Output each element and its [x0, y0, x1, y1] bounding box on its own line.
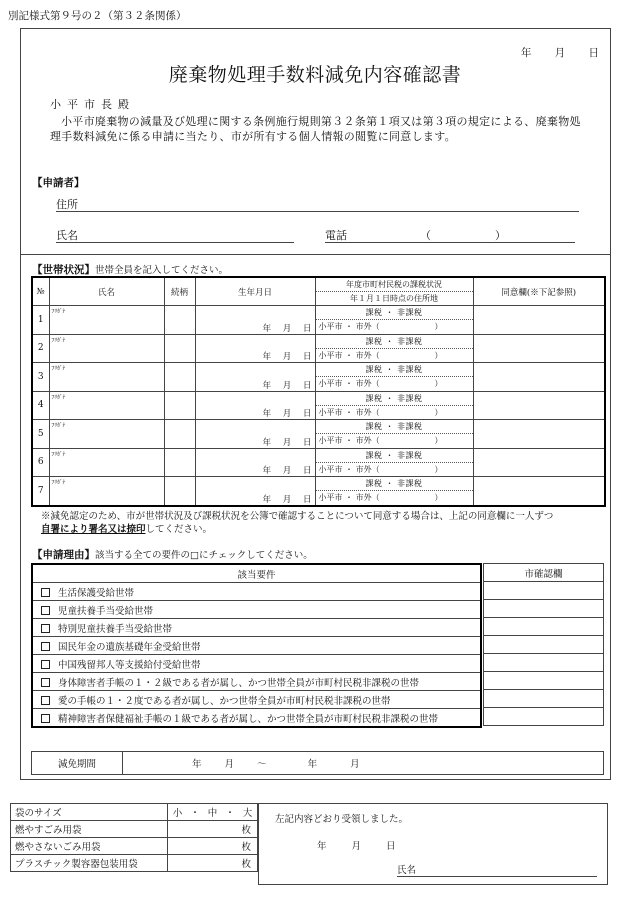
period-table	[31, 751, 604, 775]
dob-cell[interactable]: 年 月 日	[195, 391, 315, 420]
tax-cell[interactable]	[315, 448, 473, 477]
name-label: 氏名	[56, 229, 78, 242]
checkbox[interactable]	[41, 678, 50, 687]
period-label: 減免期間	[32, 752, 123, 775]
tax-header-top: 年度市町村民税の課税状況	[316, 278, 473, 292]
reason-label: 身体障害者手帳の１・２級である者が属し、かつ世帯全員が市町村民税非課税の世帯	[58, 677, 420, 689]
reason-label: 生活保護受給世帯	[58, 587, 135, 599]
dob-cell[interactable]: 年 月 日	[195, 363, 315, 392]
reason-label: 特別児童扶養手当受給世帯	[58, 623, 173, 635]
phone-field[interactable]	[325, 227, 575, 243]
confirm-table	[483, 563, 604, 726]
checkbox[interactable]	[41, 660, 50, 669]
col-dob: 生年月日	[195, 277, 315, 306]
address-status: 小平市 ・ 市外（ ）	[318, 436, 443, 445]
tax-header-bottom: 年１月１日時点の住所地	[350, 294, 438, 303]
bag-type: 燃やさないごみ用袋	[11, 838, 168, 855]
consent-cell[interactable]	[473, 477, 605, 506]
tax-cell[interactable]	[315, 306, 473, 335]
period-to: 年 月	[307, 759, 360, 770]
reason-item[interactable]	[32, 691, 481, 709]
tax-cell[interactable]	[315, 391, 473, 420]
checkbox[interactable]	[41, 606, 50, 615]
dob-cell[interactable]: 年 月 日	[195, 420, 315, 449]
reason-item[interactable]	[32, 673, 481, 691]
kana-label: ﾌﾘｶﾞﾅ	[51, 394, 66, 401]
address-status: 小平市 ・ 市外（ ）	[318, 379, 443, 388]
address-status: 小平市 ・ 市外（ ）	[318, 493, 443, 502]
kana-label: ﾌﾘｶﾞﾅ	[51, 309, 66, 315]
dob-cell[interactable]: 年 月 日	[195, 306, 315, 335]
tax-status: 課税 ・ 非課税	[316, 306, 473, 320]
tax-cell[interactable]	[315, 363, 473, 392]
address-label: 住所	[56, 198, 78, 211]
receipt-date[interactable]: 年 月 日	[317, 841, 396, 852]
col-relation: 続柄	[164, 277, 195, 306]
household-header-row	[32, 277, 605, 306]
reason-item[interactable]	[32, 619, 481, 637]
bag-unit: 枚	[241, 859, 251, 870]
household-row	[32, 363, 605, 392]
dob-cell[interactable]: 年 月 日	[195, 334, 315, 363]
kana-label: ﾌﾘｶﾞﾅ	[51, 366, 66, 372]
period-value[interactable]	[123, 752, 604, 775]
receipt-box	[258, 803, 608, 885]
consent-note: ※減免認定のため、市が世帯状況及び課税状況を公簿で確認することについて同意する場合は、上記の同意欄に一人ずつ 自署により署名又は捺印してください。	[41, 511, 554, 535]
row-number: 3	[32, 363, 49, 392]
row-number: 6	[32, 448, 49, 477]
tax-status: 課税 ・ 非課税	[316, 363, 473, 377]
receipt-name-field[interactable]	[397, 862, 597, 877]
consent-cell[interactable]	[473, 363, 605, 392]
receipt-name-label: 氏名	[397, 865, 417, 876]
consent-cell[interactable]	[473, 391, 605, 420]
consent-cell[interactable]	[473, 420, 605, 449]
reasons-column-header: 該当要件	[32, 564, 481, 583]
row-number: 7	[32, 477, 49, 506]
relation-cell[interactable]	[164, 448, 195, 477]
phone-label: 電話	[325, 229, 347, 242]
reasons-table	[31, 563, 482, 728]
bag-count[interactable]	[168, 855, 258, 872]
reason-row	[32, 709, 481, 728]
household-row	[32, 420, 605, 449]
confirm-cell[interactable]	[484, 690, 604, 708]
relation-cell[interactable]	[164, 334, 195, 363]
bag-row	[11, 821, 258, 838]
reason-row	[32, 673, 481, 691]
col-name: 氏名	[49, 277, 164, 306]
consent-note-bold: 自署により署名又は捺印	[41, 524, 146, 535]
bag-count[interactable]	[168, 821, 258, 838]
address-status: 小平市 ・ 市外（ ）	[318, 322, 443, 331]
reason-row	[32, 619, 481, 637]
reason-row	[32, 601, 481, 619]
household-note: 世帯全員を記入してください。	[95, 265, 229, 276]
address-field[interactable]	[56, 196, 579, 212]
name-cell[interactable]	[49, 448, 164, 477]
dob-cell[interactable]: 年 月 日	[195, 477, 315, 506]
name-cell[interactable]	[49, 334, 164, 363]
name-cell[interactable]	[49, 306, 164, 335]
reason-row	[32, 691, 481, 709]
confirm-cell[interactable]	[484, 618, 604, 636]
phone-open-paren: （	[420, 229, 431, 242]
date-line[interactable]: 年 月 日	[520, 47, 600, 59]
tax-cell[interactable]	[315, 420, 473, 449]
row-number: 5	[32, 420, 49, 449]
relation-cell[interactable]	[164, 420, 195, 449]
col-tax-status	[315, 277, 473, 306]
reason-row	[32, 655, 481, 673]
reason-item[interactable]	[32, 601, 481, 619]
checkbox[interactable]	[41, 714, 50, 723]
phone-close-paren: ）	[495, 229, 506, 242]
household-row	[32, 448, 605, 477]
consent-cell[interactable]	[473, 334, 605, 363]
tax-cell[interactable]	[315, 334, 473, 363]
confirm-column-header: 市確認欄	[484, 564, 604, 582]
address-status: 小平市 ・ 市外（ ）	[318, 464, 443, 474]
reason-label: 国民年金の遺族基礎年金受給世帯	[58, 641, 201, 653]
checkbox[interactable]	[41, 588, 50, 597]
tax-status: 課税 ・ 非課税	[316, 420, 473, 434]
form-label: 別記様式第９号の２（第３２条関係）	[8, 10, 187, 22]
bags-table	[10, 803, 258, 872]
document-title: 廃棄物処理手数料減免内容確認書	[168, 64, 462, 86]
bag-unit: 枚	[241, 825, 251, 836]
name-cell[interactable]	[49, 391, 164, 420]
reason-label: 児童扶養手当受給世帯	[58, 605, 154, 617]
reason-label: 中国残留邦人等支援給付受給世帯	[58, 659, 201, 671]
intro-text: 小平市廃棄物の減量及び処理に関する条例施行規則第３２条第１項又は第３項の規定による、廃棄物処理手数料減免に係る申請に当たり、市が所有する個人情報の閲覧に同意します。	[50, 115, 581, 143]
row-number: 1	[32, 306, 49, 335]
dob-cell[interactable]: 年 月 日	[195, 448, 315, 477]
reason-item[interactable]	[32, 709, 481, 728]
address-status: 小平市 ・ 市外（ ）	[318, 407, 443, 417]
row-number: 4	[32, 391, 49, 420]
reasons-heading: 【申請理由】該当する全ての要件の□にチェックしてください。	[32, 549, 313, 561]
reason-label: 愛の手帳の１・２度である者が属し、かつ世帯全員が市町村民税非課税の世帯	[58, 695, 391, 707]
section-divider	[20, 254, 611, 255]
reason-item[interactable]	[32, 637, 481, 655]
reason-label: 精神障害者保健福祉手帳の１級である者が属し、かつ世帯全員が市町村民税非課税の世帯	[58, 713, 439, 725]
row-number: 2	[32, 334, 49, 363]
bag-size-options[interactable]: 小 ・ 中 ・ 大	[168, 804, 258, 821]
consent-cell[interactable]	[473, 448, 605, 477]
name-cell[interactable]	[49, 477, 164, 506]
name-field[interactable]	[56, 227, 294, 243]
bag-count[interactable]	[168, 838, 258, 855]
kana-label: ﾌﾘｶﾞﾅ	[51, 480, 66, 486]
tax-status: 課税 ・ 非課税	[316, 477, 473, 491]
name-cell[interactable]	[49, 420, 164, 449]
kana-label: ﾌﾘｶﾞﾅ	[51, 337, 66, 344]
col-consent: 同意欄(※下記参照)	[473, 277, 605, 306]
household-heading: 【世帯状況】世帯全員を記入してください。	[32, 264, 229, 276]
tax-status: 課税 ・ 非課税	[316, 335, 473, 349]
name-cell[interactable]	[49, 363, 164, 392]
confirm-cell[interactable]	[484, 654, 604, 672]
household-table	[31, 276, 606, 507]
tax-cell[interactable]	[315, 477, 473, 506]
confirm-cell[interactable]	[484, 600, 604, 618]
confirm-cell[interactable]	[484, 672, 604, 690]
relation-cell[interactable]	[164, 306, 195, 335]
reason-row	[32, 637, 481, 655]
confirm-cell[interactable]	[484, 582, 604, 600]
bag-type: 燃やすごみ用袋	[11, 821, 168, 838]
tax-status: 課税 ・ 非課税	[316, 449, 473, 463]
checkbox[interactable]	[41, 624, 50, 633]
reasons-note: 該当する全ての要件の□にチェックしてください。	[95, 550, 313, 561]
bag-size-label: 袋のサイズ	[11, 804, 168, 821]
relation-cell[interactable]	[164, 477, 195, 506]
addressee: 小平市長殿	[50, 98, 135, 111]
relation-cell[interactable]	[164, 391, 195, 420]
period-from: 年 月 〜	[192, 759, 267, 770]
consent-cell[interactable]	[473, 306, 605, 335]
bag-row	[11, 855, 258, 872]
household-row	[32, 477, 605, 506]
confirm-cell[interactable]	[484, 636, 604, 654]
address-status: 小平市 ・ 市外（ ）	[318, 350, 443, 360]
kana-label: ﾌﾘｶﾞﾅ	[51, 451, 66, 458]
reason-row	[32, 583, 481, 601]
checkbox[interactable]	[41, 696, 50, 705]
tax-status: 課税 ・ 非課税	[316, 392, 473, 406]
applicant-heading: 【申請者】	[32, 177, 85, 189]
household-row	[32, 334, 605, 363]
bag-unit: 枚	[241, 842, 251, 853]
reason-item[interactable]	[32, 583, 481, 601]
col-no: №	[32, 277, 49, 306]
confirm-cell[interactable]	[484, 708, 604, 726]
bag-type: プラスチック製容器包装用袋	[11, 855, 168, 872]
checkbox[interactable]	[41, 642, 50, 651]
household-row	[32, 306, 605, 335]
reason-item[interactable]	[32, 655, 481, 673]
relation-cell[interactable]	[164, 363, 195, 392]
kana-label: ﾌﾘｶﾞﾅ	[51, 423, 66, 429]
bag-row	[11, 838, 258, 855]
receipt-text: 左記内容どおり受領しました。	[275, 814, 409, 825]
household-row	[32, 391, 605, 420]
